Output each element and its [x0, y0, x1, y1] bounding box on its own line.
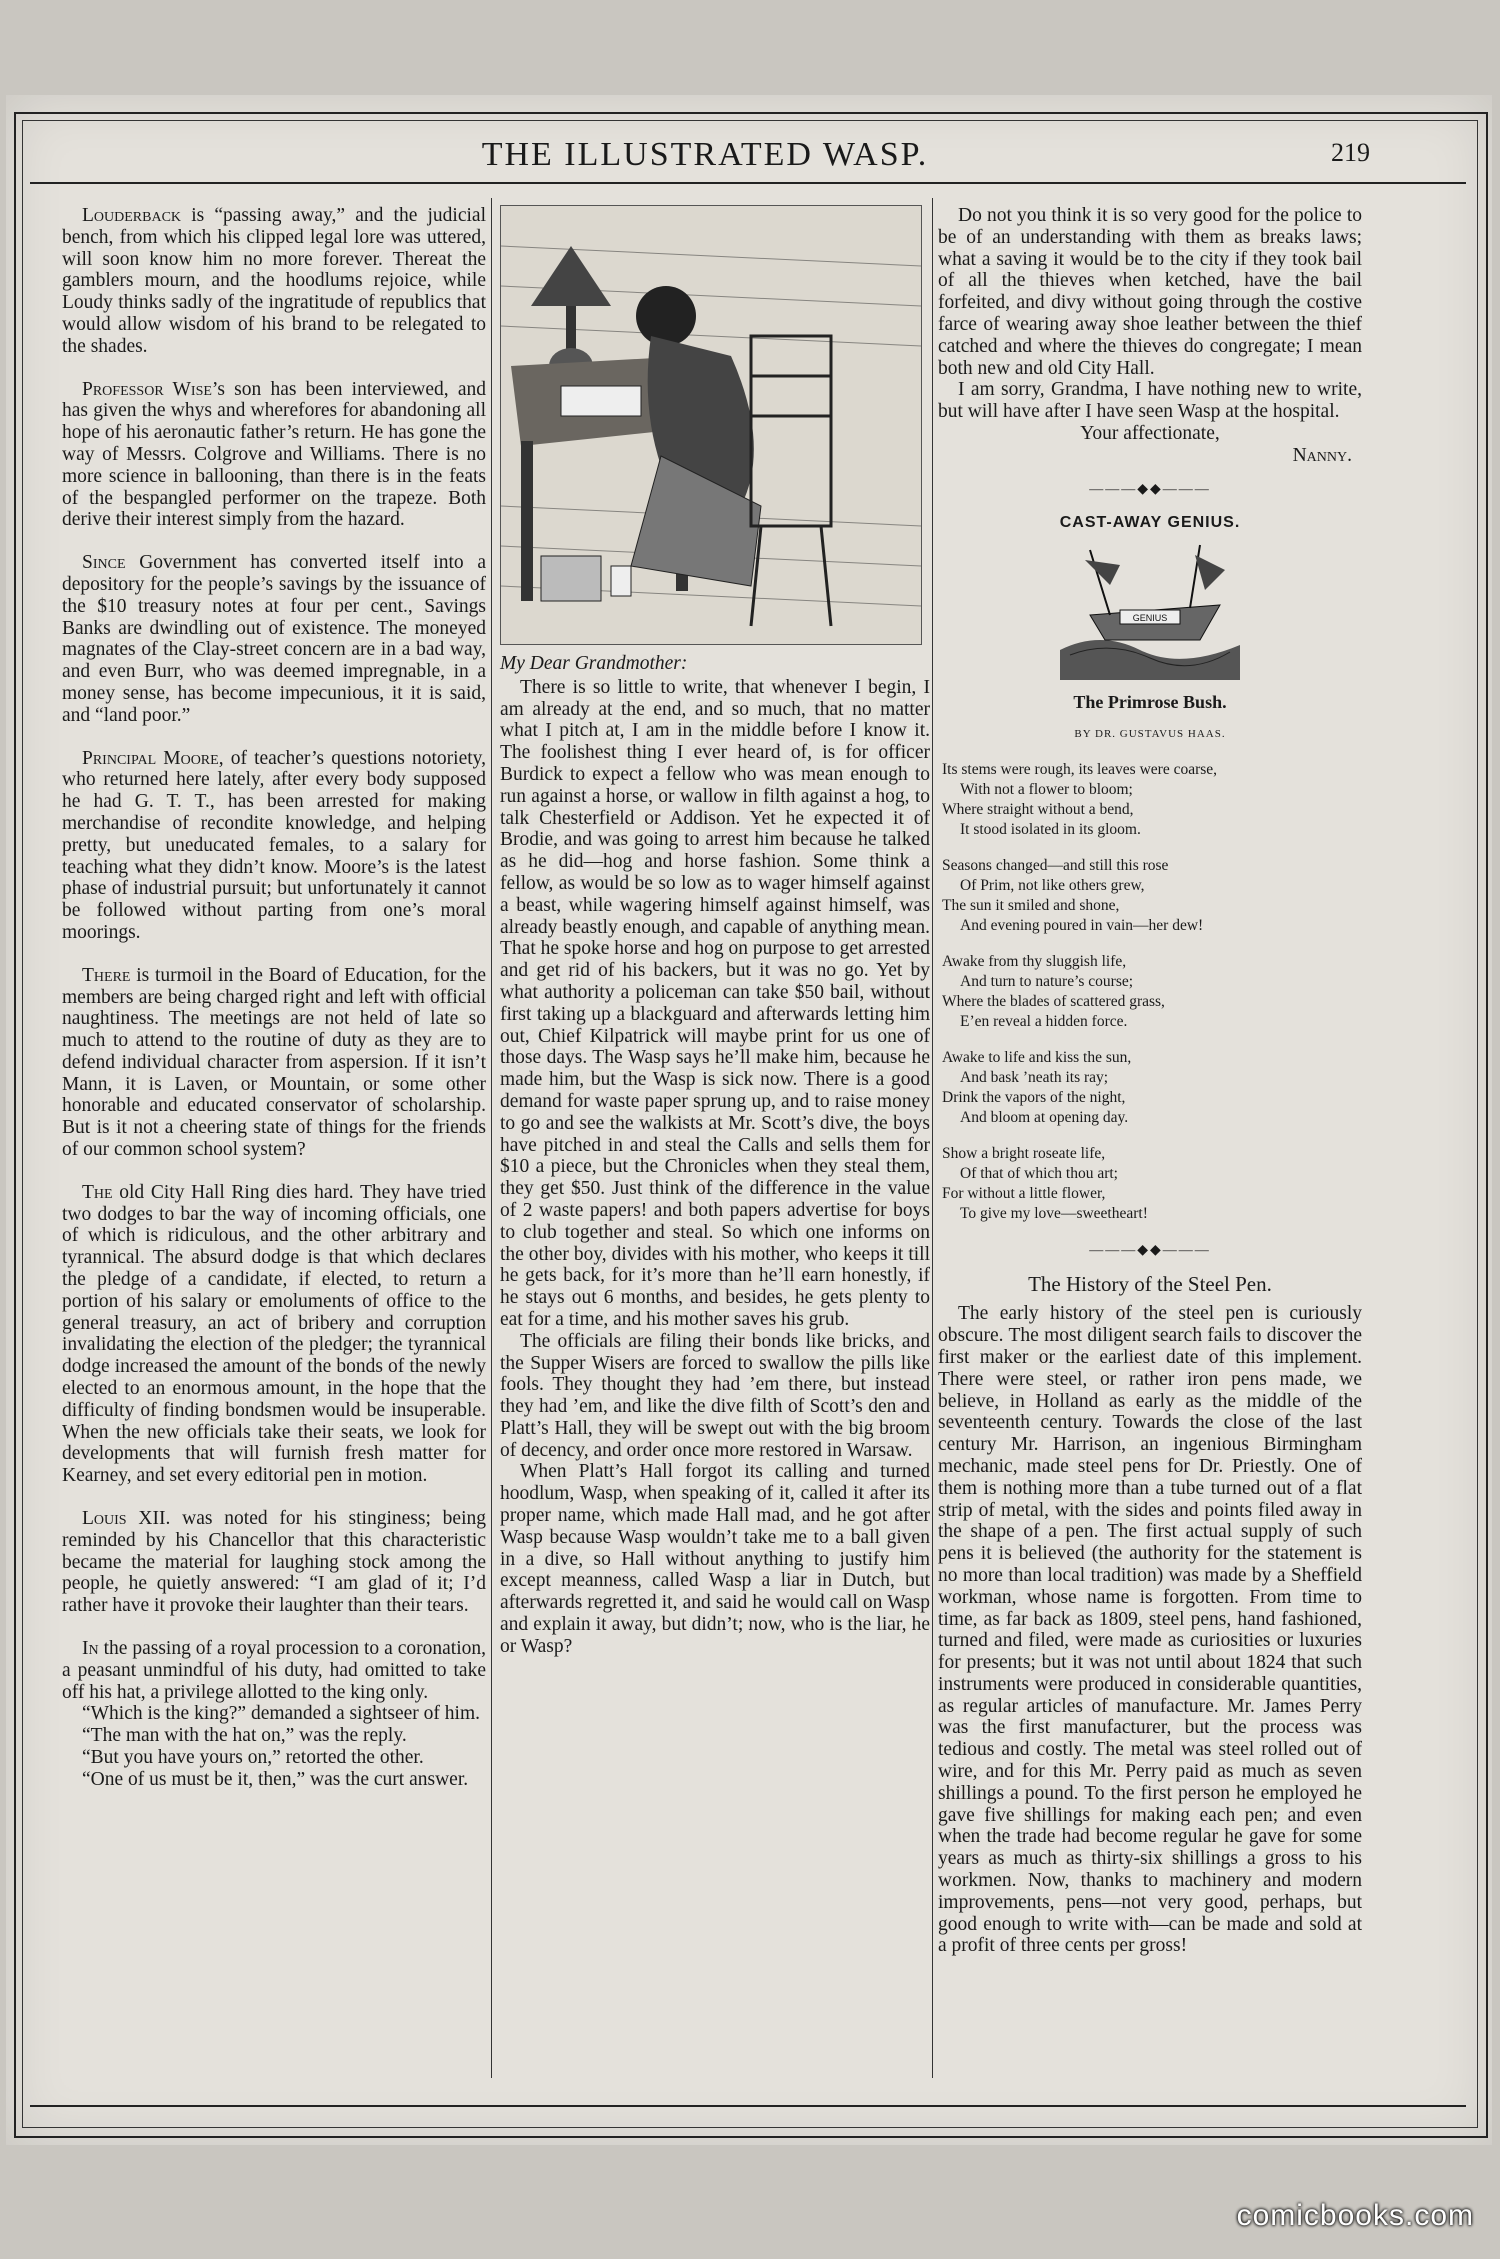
poem-line: Where straight without a bend,: [942, 800, 1134, 818]
paragraph: The old City Hall Ring dies hard. They have tried two dodges to bar the way of incoming officials, one of which is ridiculous, and the other arbitrary and tyrannical. The absurd dodge is that which declares the pledge of a candidate, if elected, to return a portion of his salary or emoluments of office to the general treasury, an act of bribery and corruption invalidating the election of the pledger; the tyrannical dodge increased the amount of the bonds of the newly elected to an enormous amount, in the hope that the difficulty of finding bondsmen would be insuperable. When the new officials take their seats, we look for developments that will furnish fresh matter for Kearney, and set every editorial pen in motion.: [62, 1181, 486, 1487]
lead-word: Since: [82, 552, 126, 574]
poem-line: Of Prim, not like others grew,: [960, 876, 1145, 894]
salutation: My Dear Grandmother:: [500, 653, 688, 674]
poem-line: With not a flower to bloom;: [960, 780, 1133, 798]
column-2: [500, 205, 930, 1658]
letter-body: [500, 677, 930, 1658]
dialogue-line: “One of us must be it, then,” was the curt answer.: [82, 1768, 469, 1790]
paragraph: The officials are filing their bonds like bricks, and the Supper Wisers are forced to swallow the pills like fools. They thought they had ’em there, but instead they had ’em, and like the dive filth of Scott’s den and Platt’s Hall, they will be swept out with the big broom of decency, and order once more restored in Warsaw.: [500, 1330, 930, 1461]
dialogue-line: “The man with the hat on,” was the reply.: [82, 1725, 407, 1747]
paragraph: Principal Moore, of teacher’s questions notoriety, who returned here lately, after every body supposed he had G. T. T., has been arrested for making merchandise of recondite knowledge, and helping pretty, but uneducated females, to a salary for teaching what they didn’t know. Moore’s is the latest phase of industrial pursuit; but unfortunately it cannot be followed without parting from one’s moral moorings.: [62, 747, 486, 943]
ornament-divider: ———◆◆———: [1089, 1242, 1211, 1258]
poem-line: To give my love—sweetheart!: [960, 1204, 1148, 1222]
poem-byline: BY DR. GUSTAVUS HAAS.: [1074, 727, 1226, 740]
poem-line: For without a little flower,: [942, 1184, 1106, 1202]
poem-line: Show a bright roseate life,: [942, 1144, 1106, 1162]
poem-stanza: [938, 1144, 1362, 1224]
paragraph: Do not you think it is so very good for the police to be of an understanding with them as breaks laws; what a saving it would be to the city if they took bail of all the thieves when ketched, have the bail forfeited, and divy without going through the costive farce of wearing away shoe leather between the thief catched and where the thieves do congregate; I mean both new and old City Hall.: [938, 205, 1362, 379]
poem-stanza: [938, 856, 1362, 936]
footer-rule: [30, 2105, 1466, 2107]
column-1: [62, 205, 486, 1791]
article-body: The early history of the steel pen is curiously obscure. The most diligent search fails to discover the first maker or the earliest date of this implement. There were steel, or rather iron pens made, we believe, in Holland as early as the middle of the seventeenth century. Towards the close of the last century Mr. Harrison, an ingenious Birmingham mechanic, made steel pens for Dr. Priestly. One of them is nothing more than a tube turned out of a flat strip of metal, with the sides and points filed away in the shape of a pen. The first actual supply of such pens it is believed (the authority for the statement is no more than local tradition) was made by a Sheffield workman, whose name is forgotten. From time to time, as far back as 1809, steel pens, hand fashioned, turned and filed, were made as curiosities or luxuries for presents; but it was not until about 1824 that such instruments were produced in considerable quantities, as regular articles of manufacture. Mr. James Perry was the first manufacturer, but the process was tedious and costly. The metal was steel rolled out of wire, and for this Mr. Perry paid as much as seven shillings a pound. To the first person he employed he gave five shillings for making each pen; and even when the trade had become regular he gave for some years as much as thirty-six shillings a gross to his workmen. Now, thanks to machinery and modern improvements, pens—not very good, perhaps, but good enough to write with—can be made and sold at a profit of three cents per gross!: [938, 1303, 1362, 1957]
masthead-title: THE ILLUSTRATED WASP.: [481, 136, 929, 173]
poem-line: Of that of which thou art;: [960, 1164, 1118, 1182]
poem-line: E’en reveal a hidden force.: [960, 1012, 1128, 1030]
poem-stanza: [938, 760, 1362, 840]
paragraph: There is turmoil in the Board of Education, for the members are being charged right and left with official naughtiness. The meetings are not held of late so much to attend to the routine of duty as they are to defend individual character from aspersion. If it isn’t Mann, it is Laven, or Mountain, or some other honorable and educated conservator of scholarship. But is it not a cheering state of things for the friends of our common school system?: [62, 964, 486, 1161]
paragraph: I am sorry, Grandma, I have nothing new to write, but will have after I have seen Wasp at the hospital.: [938, 379, 1362, 423]
letter-signature: Nanny.: [1292, 444, 1352, 466]
header-rule: [30, 182, 1466, 184]
lead-word: Louis XII.: [82, 1508, 171, 1530]
poem-line: Awake to life and kiss the sun,: [942, 1048, 1132, 1066]
lead-word: Professor Wise: [82, 378, 212, 400]
column-divider: [491, 198, 492, 2078]
shipwreck-illustration: [1050, 540, 1250, 680]
poem-title: The Primrose Bush.: [1073, 692, 1227, 713]
lead-word: There: [82, 964, 131, 986]
paragraph: There is so little to write, that whenever I begin, I am already at the end, and so much, that no matter what I pitch at, I am in the middle before I know it. The foolishest thing I ever heard of, is for officer Burdick to expect a fellow who was mean enough to run against a horse, or wallow in filth against a hog, to talk Chesterfield or Addison. Yet he expected it of Brodie, and was going to arrest him because he talked as he did—hog and horse fashion. Some think a fellow, as would be so low as to wager himself against a beast, while wagering himself against himself, was already beastly enough, and capable of anything mean. That he spoke horse and hog on purpose to get arrested and get rid of his backers, but it was no go. Yet by what authority a policeman can take $50 bail, without first taking up a blackguard and afterwards letting him out, Chief Kilpatrick will maybe print for us one of those days. The Wasp says he’ll make him, because he made him, but the Wasp is sick now. There is a good demand for waste paper sprung up, and to raise money to go and see the walkists at Mr. Scott’s dive, the boys have pitched in and steal the Calls and sells them for $10 a piece, but the Chronicles when they steal them, they get $50. Just think of the difference in the value of 2 waste papers! and both papers advertise for boys to club together and steal. So which one informs on the other boy, divides with his mother, who keeps it till he gets back, for it’s more than he’ll earn honestly, if he stays out 6 months, and besides, he gets plenty to eat for a time, and his mother saves his grub.: [500, 676, 930, 1330]
article-title: The History of the Steel Pen.: [1028, 1271, 1272, 1296]
poem-line: Awake from thy sluggish life,: [942, 952, 1127, 970]
poem-line: And bloom at opening day.: [960, 1108, 1129, 1126]
paragraph: Louderback is “passing away,” and the judicial bench, from which his clipped legal lore was uttered, will soon know him no more forever. Thereat the gamblers mourn, and the hoodlums rejoice, while Loudy thinks sadly of the ingratitude of republics that would allow wisdom of his brand to be relegated to the shades.: [62, 205, 486, 357]
watermark-logo: comicbooks.com: [1236, 2199, 1474, 2232]
poem-stanza: [938, 952, 1362, 1032]
cartoon-title: CAST-AWAY GENIUS.: [1059, 514, 1241, 532]
lead-word: Louderback: [82, 205, 182, 226]
paragraph: Louis XII. was noted for his stinginess; being reminded by his Chancellor that this characteristic became the material for laughing stock among the people, he quietly answered: “I am glad of it; I’d rather have it provoke their laughter than their tears.: [62, 1508, 486, 1617]
paragraph: Professor Wise’s son has been interviewed, and has given the whys and wherefores for abandoning all hope of his aeronautic father’s return. He has gone the way of Messrs. Colgrove and Williams. There is no more science in ballooning, than there is in the feats of the bespangled performer on the trapeze. Both derive their interest simply from the hazard.: [62, 378, 486, 531]
poem-line: Drink the vapors of the night,: [942, 1088, 1126, 1106]
poem-line: Where the blades of scattered grass,: [942, 992, 1165, 1010]
girl-writing-illustration: [500, 205, 922, 645]
poem-line: And bask ’neath its ray;: [960, 1068, 1109, 1086]
ship-label: GENIUS: [1132, 613, 1168, 624]
column-divider: [932, 198, 933, 2078]
poem-stanza: [938, 1048, 1362, 1128]
page-header: [40, 130, 1370, 190]
page-number: 219: [1331, 138, 1370, 167]
paragraph: Since Government has converted itself into a depository for the people’s savings by the issuance of the $10 treasury notes at four per cent., Savings Banks are dwindling out of existence. The moneyed magnates of the Clay-street concern are in a bad way, and even Burr, who was deemed impregnable, in a money sense, has become impecunious, it it is said, and “land poor.”: [62, 552, 486, 726]
dialogue-line: “But you have yours on,” retorted the other.: [82, 1747, 424, 1768]
poem-line: Its stems were rough, its leaves were coarse,: [942, 760, 1218, 778]
poem-line: Seasons changed—and still this rose: [942, 856, 1169, 874]
letter-signoff: Your affectionate,: [1080, 422, 1220, 444]
poem-line: And evening poured in vain—her dew!: [960, 916, 1204, 934]
girl-writing-drawing: [501, 206, 921, 644]
lead-word: The: [82, 1181, 113, 1203]
dialogue-line: “Which is the king?” demanded a sightseer of him.: [82, 1703, 480, 1725]
paragraph: In the passing of a royal procession to a coronation, a peasant unmindful of his duty, had omitted to take off his hat, a privilege allotted to the king only.: [62, 1638, 486, 1703]
poem-line: The sun it smiled and shone,: [942, 896, 1120, 914]
column-3: [938, 205, 1362, 1978]
poem-line: And turn to nature’s course;: [960, 972, 1134, 990]
poem-line: It stood isolated in its gloom.: [960, 820, 1141, 838]
ornament-divider: ———◆◆———: [1089, 481, 1211, 497]
letter-continuation: [938, 205, 1362, 423]
paragraph: When Platt’s Hall forgot its calling and turned hoodlum, Wasp, when speaking of it, called it after its proper name, which made Hall mad, and he got after Wasp because Wasp wouldn’t take me to a ball given in a dive, so Hall without anything to justify him except meanness, called Wasp a liar in Dutch, but afterwards regretted it, and said he would call on Wasp and explain it away, but didn’t; now, who is the liar, he or Wasp?: [500, 1461, 930, 1657]
lead-word: In: [82, 1638, 99, 1660]
shipwreck-drawing: [1050, 540, 1250, 680]
lead-word: Principal Moore: [82, 747, 219, 769]
